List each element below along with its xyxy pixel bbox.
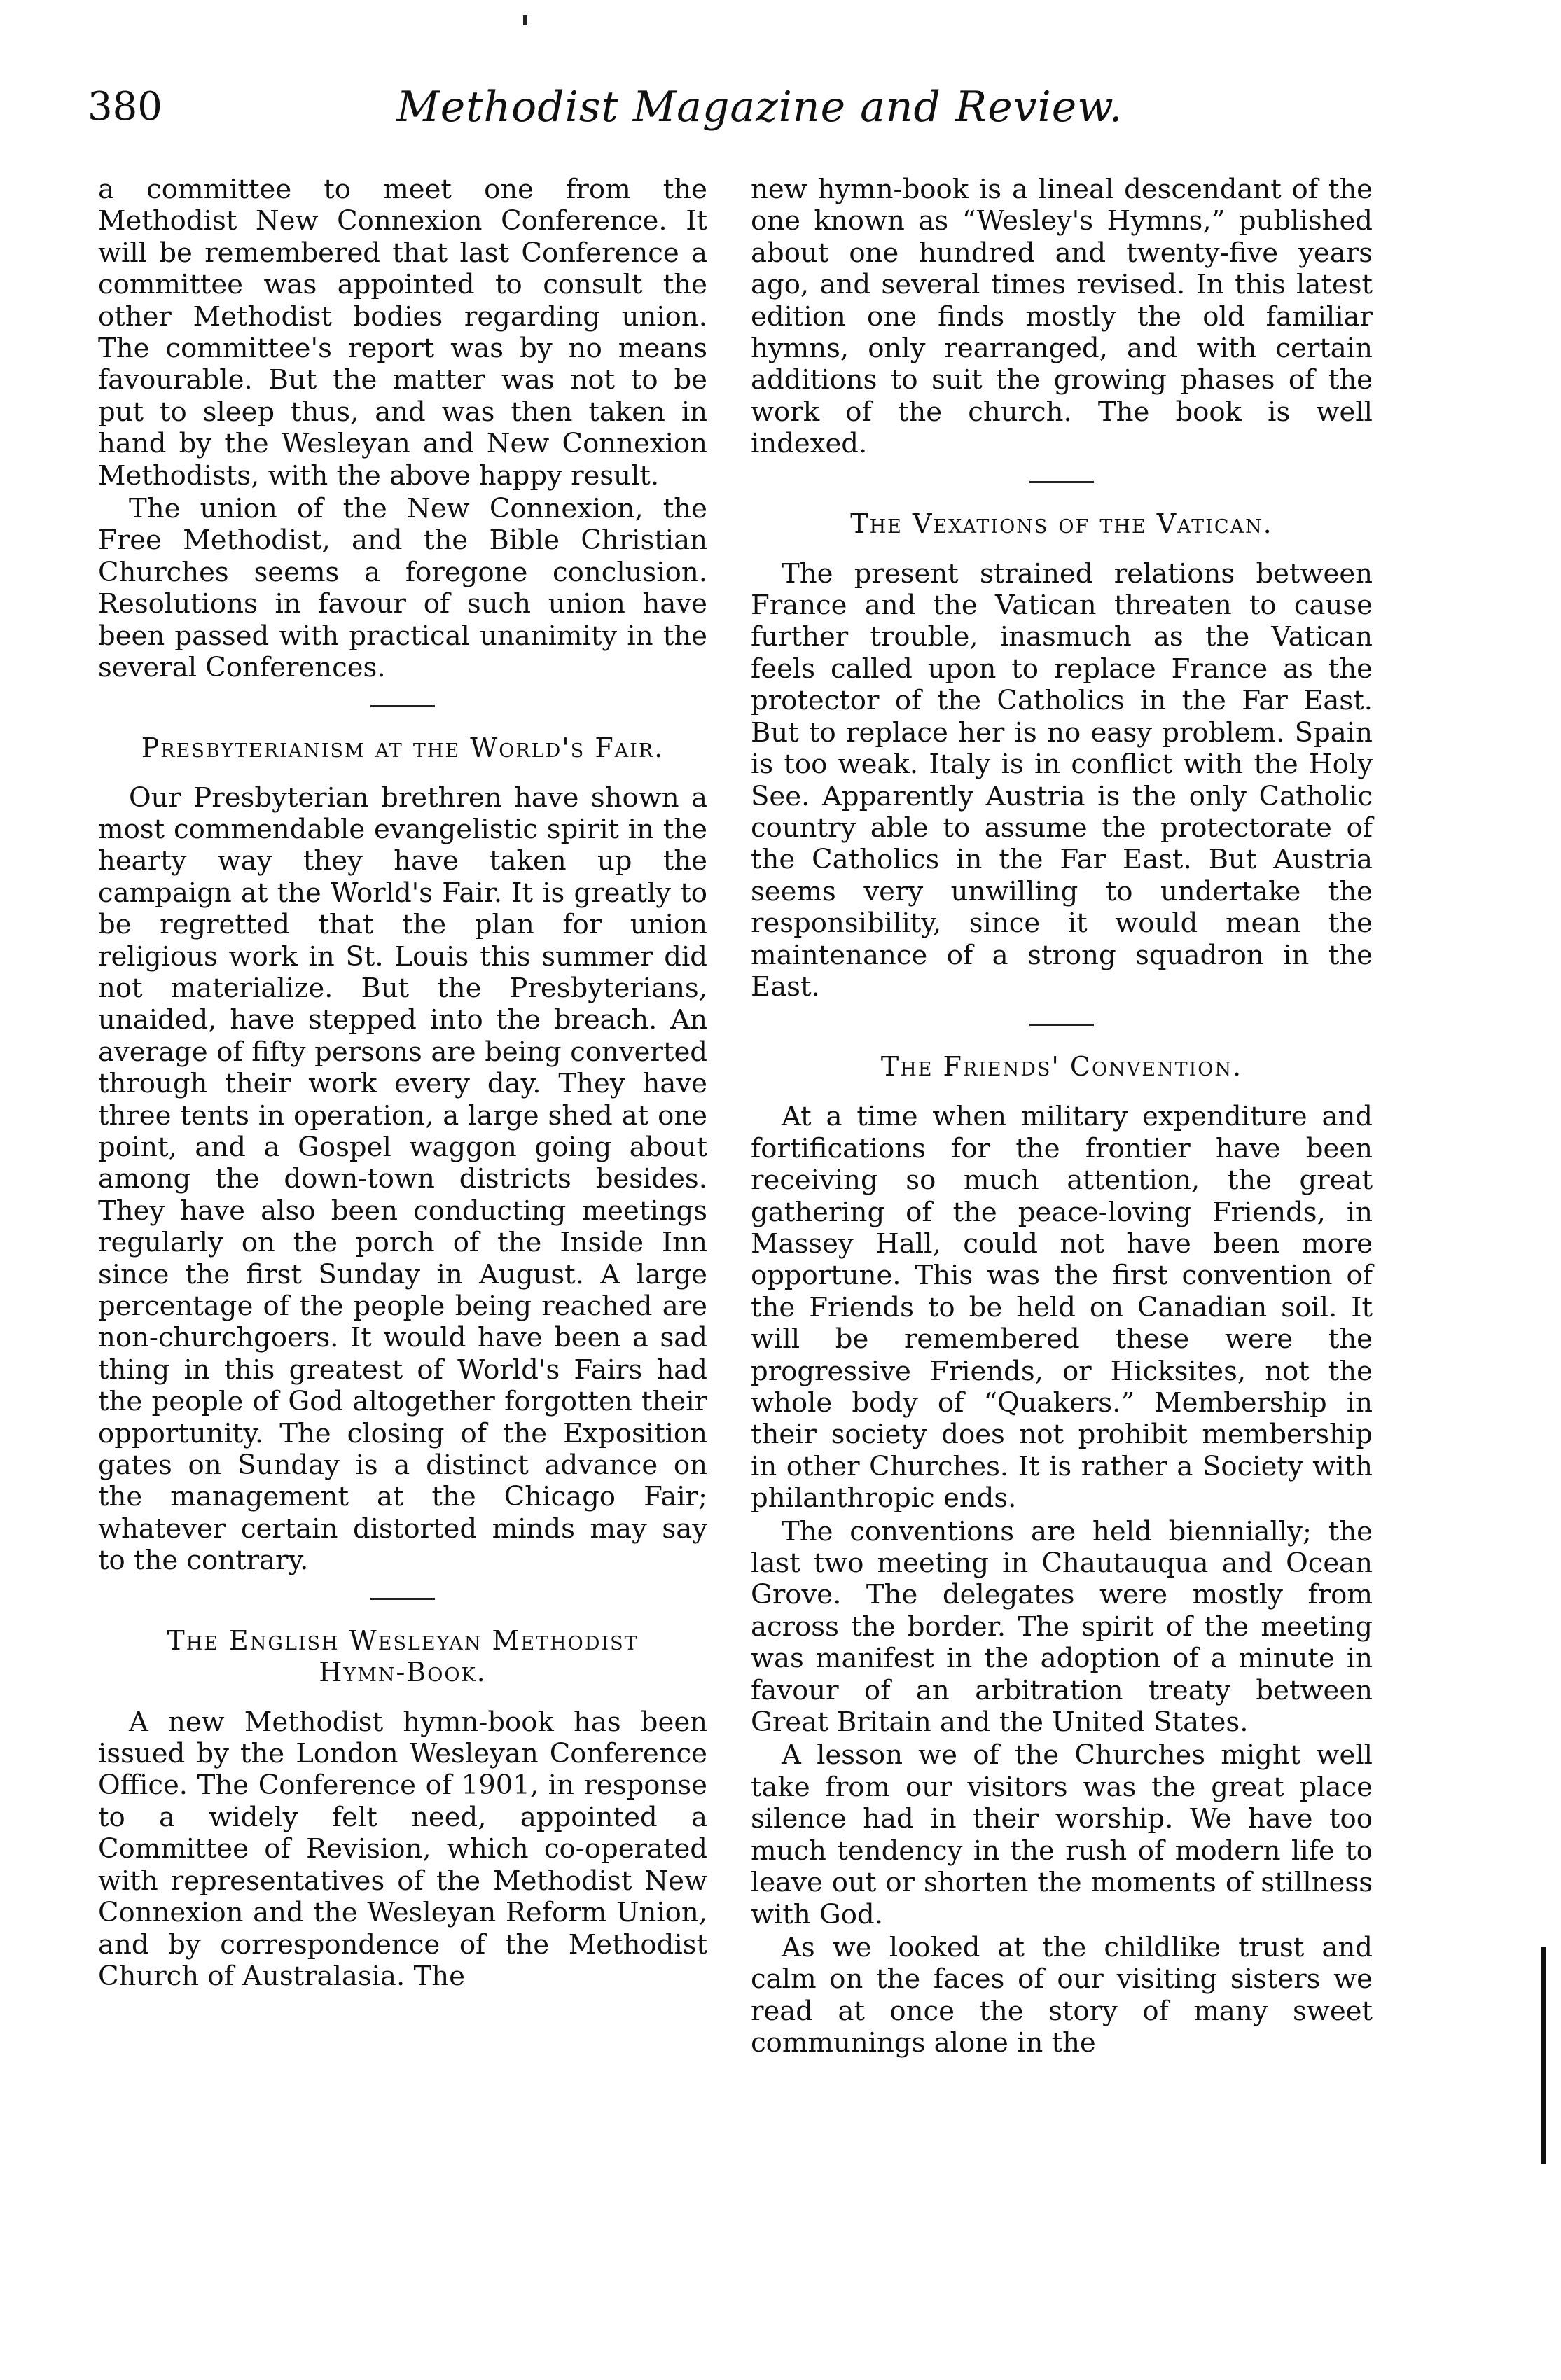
section-divider xyxy=(370,1598,435,1600)
section-heading: The Vexations of the Vatican. xyxy=(850,508,1273,539)
paragraph: new hymn-book is a lineal descendant of the one known as “Wesley's Hymns,” published about one hundred and twenty-five years ago, and several times revised. In this latest edition one finds mostly the old familiar hymns, only rearranged, and with certain additions to suit the growing phases of the work of the church. The book is well indexed. xyxy=(751,174,1373,460)
paragraph: A new Methodist hymn-book has been issued by the London Wesleyan Conference Office. The Conference of 1901, in response to a widely felt need, appointed a Committee of Revision, which co-operated with representatives of the Methodist New Connexion and the Wesleyan Reform Union, and by correspondence of the Methodist Church of Australasia. The xyxy=(98,1706,707,1992)
section-divider xyxy=(1029,481,1094,483)
left-column xyxy=(98,174,707,1993)
print-speck xyxy=(523,15,527,25)
paragraph: Our Presbyterian brethren have shown a most commendable evangelistic spirit in the hearty way they have taken up the campaign at the World's Fair. It is greatly to be regretted that the plan for union religious work in St. Louis this summer did not materialize. But the Presbyterians, unaided, have stepped into the breach. An average of fifty persons are being converted through their work every day. They have three tents in operation, a large shed at one point, and a Gospel waggon going about among the down-town districts besides. They have also been conducting meetings regularly on the porch of the Inside Inn since the first Sunday in August. A large percentage of the people being reached are non-churchgoers. It would have been a sad thing in this greatest of World's Fairs had the people of God altogether forgotten their opportunity. The closing of the Exposition gates on Sunday is a distinct advance on the management at the Chicago Fair; whatever certain distorted minds may say to the contrary. xyxy=(98,781,707,1577)
section-heading: The Friends' Convention. xyxy=(880,1051,1243,1083)
paragraph: The union of the New Connexion, the Free Methodist, and the Bible Christian Churches seems a foregone conclusion. Resolutions in favour of such union have been passed with practical unanimity in the several Conferences. xyxy=(98,493,707,684)
paragraph: A lesson we of the Churches might well take from our visitors was the great place silence had in their worship. We have too much tendency in the rush of modern life to leave out or shorten the moments of stillness with God. xyxy=(751,1739,1373,1930)
page-header xyxy=(88,83,1432,139)
page-number: 380 xyxy=(88,84,162,130)
paragraph: At a time when military expenditure and fortifications for the frontier have been receiving so much attention, the great gathering of the peace-loving Friends, in Massey Hall, could not have been more opportune. This was the first convention of the Friends to be held on Canadian soil. It will be remembered these were the progressive Friends, or Hicksites, not the whole body of “Quakers.” Membership in their society does not prohibit membership in other Churches. It is rather a Society with philanthropic ends. xyxy=(751,1101,1373,1515)
paragraph: The present strained relations between France and the Vatican threaten to cause further trouble, inasmuch as the Vatican feels called upon to replace France as the protector of the Catholics in the Far East. But to replace her is no easy problem. Spain is too weak. Italy is in conflict with the Holy See. Apparently Austria is the only Catholic country able to assume the protectorate of the Catholics in the Far East. But Austria seems very unwilling to undertake the responsibility, since it would mean the maintenance of a strong squadron in the East. xyxy=(751,557,1373,1003)
right-column xyxy=(751,174,1373,2061)
scan-edge-mark xyxy=(1541,1947,1546,2164)
paragraph: As we looked at the childlike trust and calm on the faces of our visiting sisters we read at once the story of many sweet communings alone in the xyxy=(751,1931,1373,2059)
paragraph: The conventions are held biennially; the last two meeting in Chautauqua and Ocean Grove. The delegates were mostly from across the border. The spirit of the meeting was manifest in the adoption of a minute in favour of an arbitration treaty between Great Britain and the United States. xyxy=(751,1515,1373,1739)
section-heading: The English Wesleyan Methodist Hymn-Book. xyxy=(167,1624,639,1687)
section-heading: Presbyterianism at the World's Fair. xyxy=(141,732,665,763)
section-divider xyxy=(1029,1024,1094,1026)
section-divider xyxy=(370,705,435,707)
paragraph: a committee to meet one from the Methodist New Connexion Conference. It will be remembered that last Conference a committee was appointed to consult the other Methodist bodies regarding union. The committee's report was by no means favourable. But the matter was not to be put to sleep thus, and was then taken in hand by the Wesleyan and New Connexion Methodists, with the above happy result. xyxy=(98,174,707,492)
running-title: Methodist Magazine and Review. xyxy=(396,83,1123,132)
